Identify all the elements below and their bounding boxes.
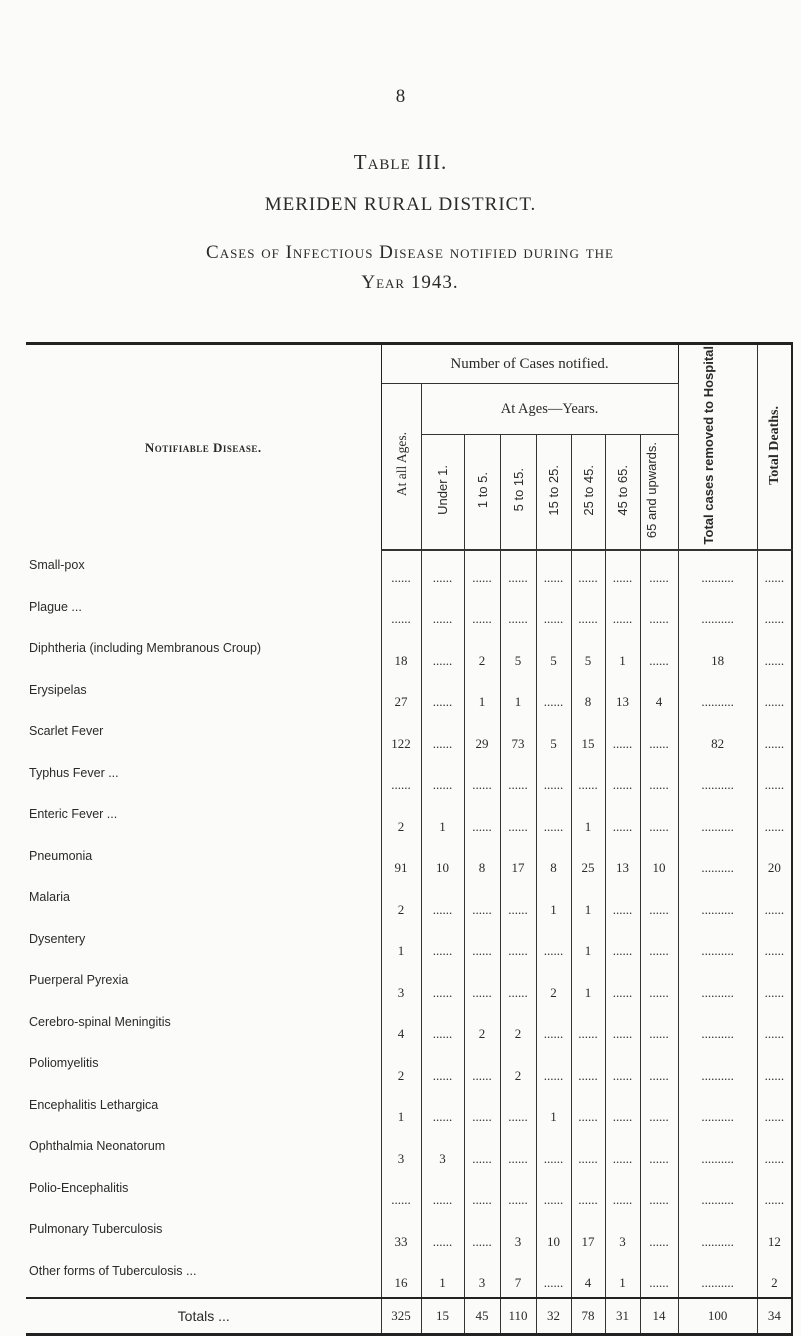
table-cell: .......... bbox=[678, 965, 757, 1007]
table-cell: ...... bbox=[640, 1090, 678, 1132]
table-cell: ...... bbox=[536, 924, 571, 966]
table-cell: 17 bbox=[500, 841, 536, 883]
table-cell: ...... bbox=[640, 1048, 678, 1090]
table-cell: 1 bbox=[571, 799, 605, 841]
table-cell: 1 bbox=[421, 1256, 464, 1299]
table-cell: ...... bbox=[464, 592, 500, 634]
table-cell: 5 bbox=[536, 633, 571, 675]
table-cell: .......... bbox=[678, 675, 757, 717]
table-cell: .......... bbox=[678, 924, 757, 966]
totals-cell: 34 bbox=[757, 1298, 792, 1335]
table-cell: 8 bbox=[536, 841, 571, 883]
table-cell: 2 bbox=[500, 1048, 536, 1090]
table-cell: 1 bbox=[464, 675, 500, 717]
table-cell: ...... bbox=[571, 550, 605, 592]
table-cell: 2 bbox=[464, 633, 500, 675]
table-cell: ...... bbox=[571, 758, 605, 800]
header-age-1-to-5: 1 to 5. bbox=[464, 435, 500, 551]
table-cell: 1 bbox=[571, 882, 605, 924]
table-cell: ...... bbox=[605, 1131, 640, 1173]
table-row bbox=[26, 550, 792, 592]
table-cell: ...... bbox=[640, 592, 678, 634]
table-cell: ...... bbox=[536, 550, 571, 592]
table-cell: ...... bbox=[640, 758, 678, 800]
disease-name: Malaria bbox=[26, 882, 381, 924]
table-cell: 3 bbox=[381, 1131, 421, 1173]
table-cell: ...... bbox=[464, 965, 500, 1007]
table-cell: ...... bbox=[640, 882, 678, 924]
header-at-all-ages: At all Ages. bbox=[381, 384, 421, 551]
table-cell: 1 bbox=[571, 965, 605, 1007]
totals-cell: 31 bbox=[605, 1298, 640, 1335]
table-cell: ...... bbox=[421, 550, 464, 592]
table-cell: ...... bbox=[500, 1090, 536, 1132]
table-cell: ...... bbox=[605, 550, 640, 592]
table-cell: 5 bbox=[500, 633, 536, 675]
table-cell: ...... bbox=[757, 1048, 792, 1090]
table-cell: ...... bbox=[757, 965, 792, 1007]
table-cell: ...... bbox=[757, 758, 792, 800]
table-cell: ...... bbox=[757, 1131, 792, 1173]
table-cell: ...... bbox=[500, 965, 536, 1007]
table-cell: 2 bbox=[500, 1007, 536, 1049]
table-cell: 1 bbox=[605, 1256, 640, 1299]
table-cell: ...... bbox=[571, 1048, 605, 1090]
header-age-5-to-15: 5 to 15. bbox=[500, 435, 536, 551]
disease-name: Pulmonary Tuberculosis bbox=[26, 1214, 381, 1256]
table-cell: ...... bbox=[757, 716, 792, 758]
table-row bbox=[26, 841, 792, 883]
header-age-65-upwards: 65 and upwards. bbox=[640, 435, 678, 551]
table-cell: .......... bbox=[678, 841, 757, 883]
table-cell: ...... bbox=[421, 1214, 464, 1256]
table-cell: ...... bbox=[605, 1173, 640, 1215]
table-cell: 13 bbox=[605, 675, 640, 717]
disease-name: Puerperal Pyrexia bbox=[26, 965, 381, 1007]
table-cell: ...... bbox=[381, 550, 421, 592]
table-cell: ...... bbox=[421, 1090, 464, 1132]
table-cell: 7 bbox=[500, 1256, 536, 1299]
subtitle-line-2: Year 1943. bbox=[361, 272, 459, 293]
header-age-under-1: Under 1. bbox=[421, 435, 464, 551]
table-cell: 2 bbox=[381, 799, 421, 841]
table-cell: 3 bbox=[421, 1131, 464, 1173]
table-cell: ...... bbox=[464, 882, 500, 924]
table-cell: ...... bbox=[640, 1007, 678, 1049]
table-cell: ...... bbox=[640, 1214, 678, 1256]
table-cell: 82 bbox=[678, 716, 757, 758]
totals-row bbox=[26, 1298, 792, 1335]
table-cell: ...... bbox=[464, 550, 500, 592]
table-cell: ...... bbox=[605, 799, 640, 841]
table-cell: ...... bbox=[757, 675, 792, 717]
table-cell: 1 bbox=[381, 924, 421, 966]
table-cell: 33 bbox=[381, 1214, 421, 1256]
table-cell: .......... bbox=[678, 799, 757, 841]
table-cell: 20 bbox=[757, 841, 792, 883]
table-cell: .......... bbox=[678, 758, 757, 800]
disease-name: Polio-Encephalitis bbox=[26, 1173, 381, 1215]
table-cell: 2 bbox=[464, 1007, 500, 1049]
table-cell: 18 bbox=[678, 633, 757, 675]
table-cell: 3 bbox=[464, 1256, 500, 1299]
disease-name: Cerebro-spinal Meningitis bbox=[26, 1007, 381, 1049]
table-row bbox=[26, 1214, 792, 1256]
table-subtitle bbox=[60, 238, 760, 298]
table-cell: ...... bbox=[500, 1131, 536, 1173]
table-cell: ...... bbox=[640, 716, 678, 758]
table-body bbox=[26, 550, 792, 1298]
table-cell: ...... bbox=[605, 1048, 640, 1090]
table-cell: ...... bbox=[421, 882, 464, 924]
table-cell: ...... bbox=[464, 1090, 500, 1132]
table-cell: ...... bbox=[571, 1090, 605, 1132]
table-row bbox=[26, 716, 792, 758]
table-cell: ...... bbox=[640, 924, 678, 966]
table-cell: 29 bbox=[464, 716, 500, 758]
table-cell: ...... bbox=[757, 550, 792, 592]
table-row bbox=[26, 965, 792, 1007]
disease-name: Plague ... bbox=[26, 592, 381, 634]
table-cell: 10 bbox=[640, 841, 678, 883]
disease-name: Erysipelas bbox=[26, 675, 381, 717]
table-cell: ...... bbox=[640, 633, 678, 675]
table-cell: ...... bbox=[605, 758, 640, 800]
table-cell: ...... bbox=[571, 1007, 605, 1049]
table-cell: ...... bbox=[500, 1173, 536, 1215]
totals-cell: 14 bbox=[640, 1298, 678, 1335]
table-cell: ...... bbox=[421, 1007, 464, 1049]
table-cell: 3 bbox=[605, 1214, 640, 1256]
table-cell: 2 bbox=[381, 1048, 421, 1090]
disease-name: Poliomyelitis bbox=[26, 1048, 381, 1090]
table-title: Table III. bbox=[353, 150, 448, 174]
table-cell: .......... bbox=[678, 882, 757, 924]
table-cell: ...... bbox=[605, 882, 640, 924]
totals-cell: 325 bbox=[381, 1298, 421, 1335]
table-cell: ...... bbox=[421, 924, 464, 966]
table-cell: 27 bbox=[381, 675, 421, 717]
table-cell: ...... bbox=[536, 1048, 571, 1090]
disease-name: Encephalitis Lethargica bbox=[26, 1090, 381, 1132]
table-cell: 91 bbox=[381, 841, 421, 883]
table-cell: 12 bbox=[757, 1214, 792, 1256]
table-cell: ...... bbox=[464, 758, 500, 800]
table-cell: ...... bbox=[536, 758, 571, 800]
table-cell: ...... bbox=[421, 716, 464, 758]
table-row bbox=[26, 1131, 792, 1173]
table-cell: ...... bbox=[640, 965, 678, 1007]
table-cell: ...... bbox=[536, 1173, 571, 1215]
table-cell: ...... bbox=[421, 1048, 464, 1090]
table-cell: .......... bbox=[678, 1090, 757, 1132]
table-cell: .......... bbox=[678, 592, 757, 634]
table-cell: 4 bbox=[640, 675, 678, 717]
disease-name: Other forms of Tuberculosis ... bbox=[26, 1256, 381, 1299]
table-cell: ...... bbox=[464, 1048, 500, 1090]
disease-name: Dysentery bbox=[26, 924, 381, 966]
table-cell: ...... bbox=[381, 592, 421, 634]
table-cell: .......... bbox=[678, 1131, 757, 1173]
table-cell: .......... bbox=[678, 1007, 757, 1049]
table-cell: ...... bbox=[421, 633, 464, 675]
table-cell: ...... bbox=[571, 592, 605, 634]
table-cell: 16 bbox=[381, 1256, 421, 1299]
table-cell: 2 bbox=[381, 882, 421, 924]
table-cell: .......... bbox=[678, 1173, 757, 1215]
table-cell: ...... bbox=[464, 1214, 500, 1256]
table-cell: ...... bbox=[640, 799, 678, 841]
table-cell: 17 bbox=[571, 1214, 605, 1256]
table-cell: 4 bbox=[571, 1256, 605, 1299]
table-cell: ...... bbox=[421, 758, 464, 800]
table-cell: ...... bbox=[381, 758, 421, 800]
table-cell: ...... bbox=[757, 799, 792, 841]
table-cell: ...... bbox=[421, 965, 464, 1007]
table-cell: ...... bbox=[757, 882, 792, 924]
table-cell: 10 bbox=[536, 1214, 571, 1256]
disease-name: Diphtheria (including Membranous Croup) bbox=[26, 633, 381, 675]
disease-name: Enteric Fever ... bbox=[26, 799, 381, 841]
table-cell: 13 bbox=[605, 841, 640, 883]
header-notifiable-disease: Notifiable Disease. bbox=[26, 344, 381, 551]
table-row bbox=[26, 924, 792, 966]
table-cell: 1 bbox=[536, 1090, 571, 1132]
table-cell: ...... bbox=[605, 716, 640, 758]
header-age-25-to-45: 25 to 45. bbox=[571, 435, 605, 551]
table-cell: ...... bbox=[500, 592, 536, 634]
table-cell: 18 bbox=[381, 633, 421, 675]
totals-cell: 45 bbox=[464, 1298, 500, 1335]
table-cell: .......... bbox=[678, 1256, 757, 1299]
table-cell: 2 bbox=[536, 965, 571, 1007]
table-cell: ...... bbox=[381, 1173, 421, 1215]
table-cell: ...... bbox=[757, 1173, 792, 1215]
table-cell: ...... bbox=[757, 924, 792, 966]
table-row bbox=[26, 1048, 792, 1090]
table-row bbox=[26, 592, 792, 634]
table-cell: 2 bbox=[757, 1256, 792, 1299]
disease-name: Pneumonia bbox=[26, 841, 381, 883]
district-title: MERIDEN RURAL DISTRICT. bbox=[264, 194, 537, 215]
totals-cell: 100 bbox=[678, 1298, 757, 1335]
table-cell: ...... bbox=[640, 550, 678, 592]
table-cell: ...... bbox=[757, 633, 792, 675]
table-cell: 10 bbox=[421, 841, 464, 883]
table-cell: ...... bbox=[640, 1256, 678, 1299]
table-cell: ...... bbox=[571, 1173, 605, 1215]
header-at-ages-years: At Ages—Years. bbox=[421, 384, 678, 435]
table-cell: ...... bbox=[640, 1131, 678, 1173]
table-cell: ...... bbox=[640, 1173, 678, 1215]
header-age-15-to-25: 15 to 25. bbox=[536, 435, 571, 551]
table-cell: 122 bbox=[381, 716, 421, 758]
table-row bbox=[26, 1007, 792, 1049]
disease-name: Typhus Fever ... bbox=[26, 758, 381, 800]
infectious-disease-table bbox=[26, 342, 793, 1336]
table-cell: ...... bbox=[421, 592, 464, 634]
table-row bbox=[26, 882, 792, 924]
table-cell: 5 bbox=[571, 633, 605, 675]
table-cell: 1 bbox=[421, 799, 464, 841]
table-cell: ...... bbox=[605, 965, 640, 1007]
table-cell: ...... bbox=[500, 924, 536, 966]
table-cell: .......... bbox=[678, 550, 757, 592]
page-number: 8 bbox=[395, 86, 406, 107]
table-cell: 25 bbox=[571, 841, 605, 883]
totals-cell: 110 bbox=[500, 1298, 536, 1335]
table-cell: ...... bbox=[536, 1256, 571, 1299]
table-cell: ...... bbox=[605, 1007, 640, 1049]
table-cell: ...... bbox=[605, 1090, 640, 1132]
table-row bbox=[26, 799, 792, 841]
disease-name: Small-pox bbox=[26, 550, 381, 592]
table-cell: ...... bbox=[500, 882, 536, 924]
table-cell: ...... bbox=[757, 1007, 792, 1049]
table-cell: ...... bbox=[464, 924, 500, 966]
table-cell: .......... bbox=[678, 1214, 757, 1256]
header-total-deaths: Total Deaths. bbox=[757, 344, 792, 551]
table-cell: 4 bbox=[381, 1007, 421, 1049]
disease-name: Scarlet Fever bbox=[26, 716, 381, 758]
table-cell: ...... bbox=[605, 924, 640, 966]
table-cell: 1 bbox=[381, 1090, 421, 1132]
table-cell: 1 bbox=[500, 675, 536, 717]
header-removed-to-hospital: Total cases removed to Hospital bbox=[678, 344, 757, 551]
totals-cell: 78 bbox=[571, 1298, 605, 1335]
table-row bbox=[26, 633, 792, 675]
header-age-45-to-65: 45 to 65. bbox=[605, 435, 640, 551]
table-row bbox=[26, 1256, 792, 1299]
table-row bbox=[26, 1173, 792, 1215]
table-cell: ...... bbox=[500, 758, 536, 800]
table-cell: 8 bbox=[571, 675, 605, 717]
table-cell: ...... bbox=[571, 1131, 605, 1173]
table-cell: ...... bbox=[500, 550, 536, 592]
table-cell: ...... bbox=[421, 675, 464, 717]
table-cell: .......... bbox=[678, 1048, 757, 1090]
table-cell: 5 bbox=[536, 716, 571, 758]
table-cell: ...... bbox=[464, 799, 500, 841]
table-row bbox=[26, 758, 792, 800]
totals-cell: 32 bbox=[536, 1298, 571, 1335]
table-cell: ...... bbox=[500, 799, 536, 841]
table-cell: 8 bbox=[464, 841, 500, 883]
table-cell: ...... bbox=[605, 592, 640, 634]
totals-cell: 15 bbox=[421, 1298, 464, 1335]
totals-label: Totals ... bbox=[26, 1298, 381, 1335]
subtitle-line-1: Cases of Infectious Disease notified during the bbox=[206, 242, 614, 263]
table-cell: 3 bbox=[381, 965, 421, 1007]
table-cell: 73 bbox=[500, 716, 536, 758]
table-cell: ...... bbox=[536, 1007, 571, 1049]
table-cell: 1 bbox=[571, 924, 605, 966]
table-cell: 3 bbox=[500, 1214, 536, 1256]
header-number-of-cases: Number of Cases notified. bbox=[381, 344, 678, 384]
table-row bbox=[26, 1090, 792, 1132]
table-cell: ...... bbox=[421, 1173, 464, 1215]
table-cell: ...... bbox=[757, 1090, 792, 1132]
table-row bbox=[26, 675, 792, 717]
table-cell: 15 bbox=[571, 716, 605, 758]
table-cell: ...... bbox=[536, 592, 571, 634]
table-cell: ...... bbox=[464, 1131, 500, 1173]
table-cell: ...... bbox=[757, 592, 792, 634]
disease-name: Ophthalmia Neonatorum bbox=[26, 1131, 381, 1173]
table-cell: ...... bbox=[536, 799, 571, 841]
table-cell: 1 bbox=[605, 633, 640, 675]
table-cell: ...... bbox=[536, 1131, 571, 1173]
table-cell: ...... bbox=[536, 675, 571, 717]
table-cell: 1 bbox=[536, 882, 571, 924]
table-cell: ...... bbox=[464, 1173, 500, 1215]
